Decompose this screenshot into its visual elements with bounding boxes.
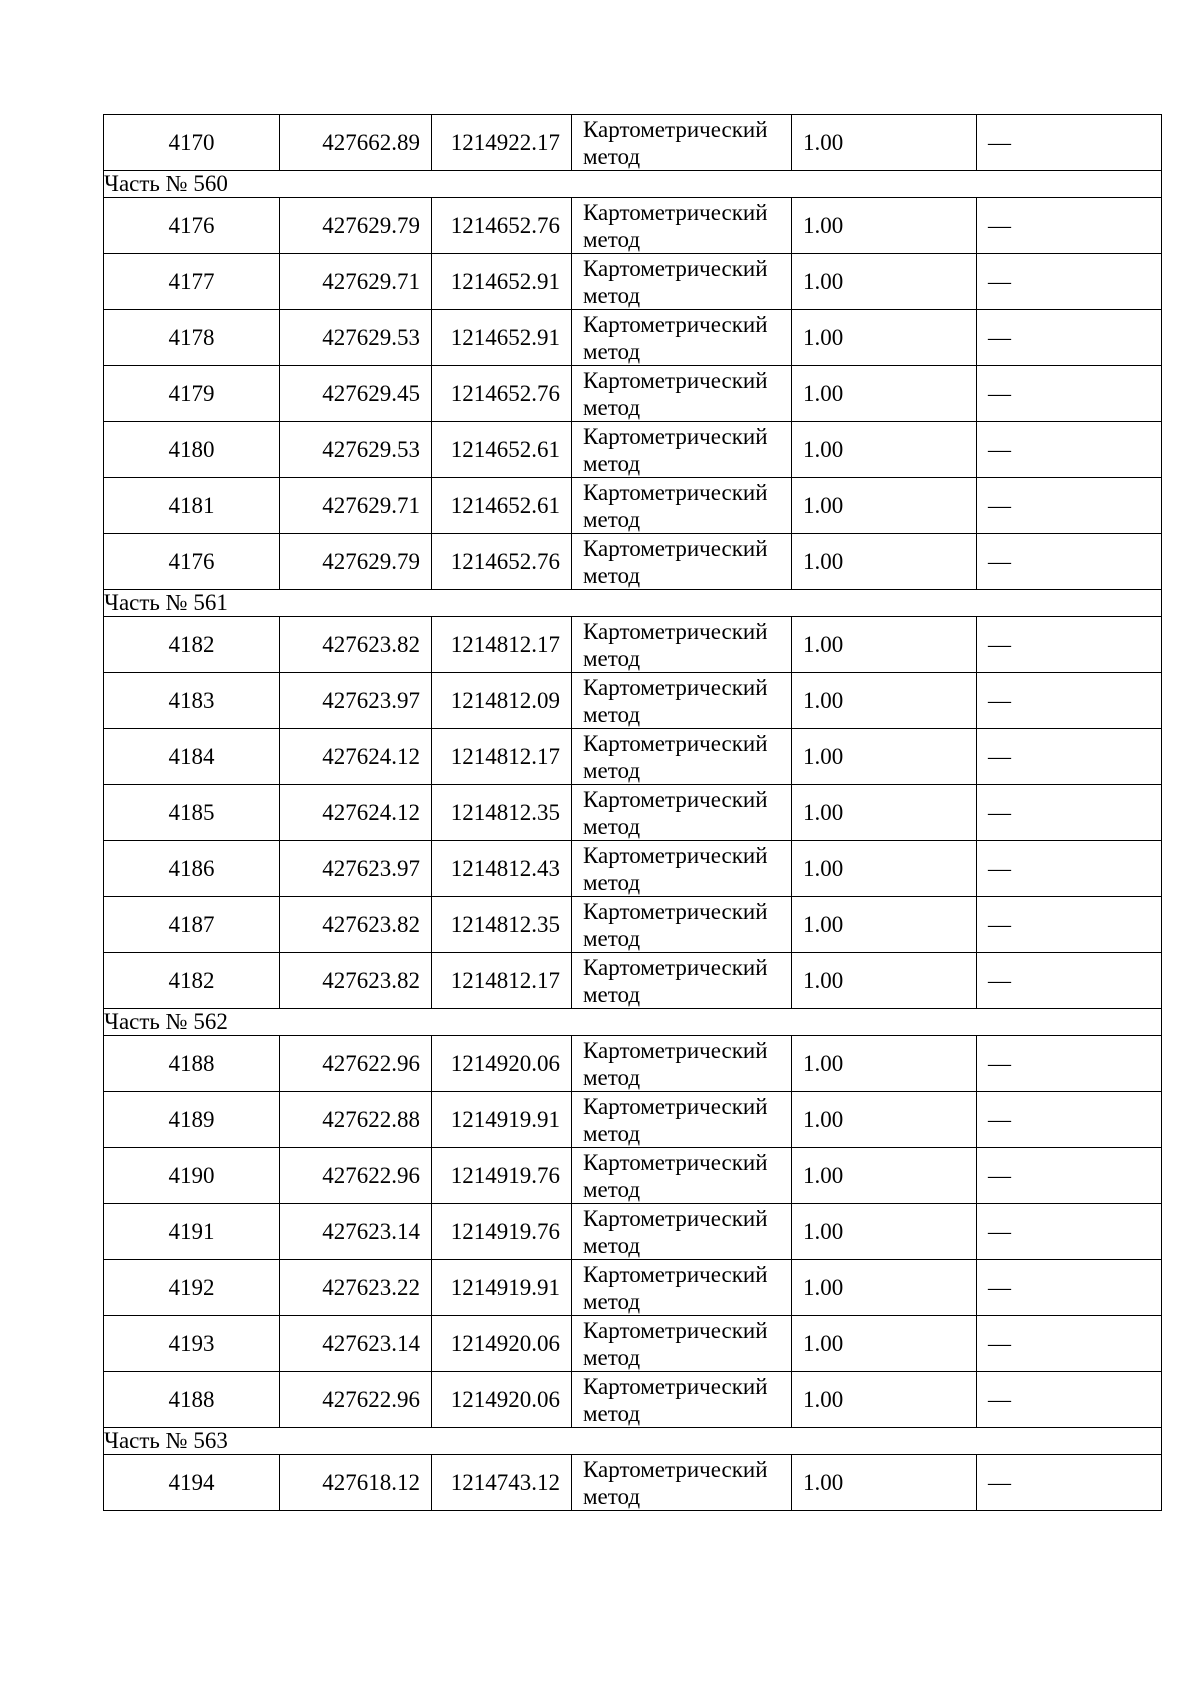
point-number-cell: 4193 <box>104 1316 280 1372</box>
table-row <box>104 673 1162 729</box>
table-row <box>104 366 1162 422</box>
method-cell: Картометрический метод <box>572 198 792 254</box>
x-coordinate-cell: 427623.82 <box>280 953 432 1009</box>
x-coordinate-cell: 427623.82 <box>280 897 432 953</box>
y-coordinate-cell: 1214652.91 <box>432 254 572 310</box>
description-cell: — <box>977 1092 1162 1148</box>
table-row <box>104 1204 1162 1260</box>
point-number-cell: 4184 <box>104 729 280 785</box>
method-cell: Картометрический метод <box>572 1260 792 1316</box>
x-coordinate-cell: 427622.96 <box>280 1036 432 1092</box>
point-number-cell: 4179 <box>104 366 280 422</box>
point-number-cell: 4182 <box>104 953 280 1009</box>
table-row <box>104 953 1162 1009</box>
accuracy-cell: 1.00 <box>792 198 977 254</box>
table-row <box>104 1260 1162 1316</box>
table-row <box>104 897 1162 953</box>
table-row <box>104 1455 1162 1511</box>
table-row <box>104 1036 1162 1092</box>
description-cell: — <box>977 198 1162 254</box>
y-coordinate-cell: 1214812.17 <box>432 729 572 785</box>
x-coordinate-cell: 427629.71 <box>280 254 432 310</box>
table-row <box>104 729 1162 785</box>
y-coordinate-cell: 1214919.76 <box>432 1204 572 1260</box>
y-coordinate-cell: 1214920.06 <box>432 1372 572 1428</box>
part-header-row <box>104 590 1162 617</box>
x-coordinate-cell: 427624.12 <box>280 729 432 785</box>
description-cell: — <box>977 1204 1162 1260</box>
y-coordinate-cell: 1214812.09 <box>432 673 572 729</box>
accuracy-cell: 1.00 <box>792 1204 977 1260</box>
point-number-cell: 4186 <box>104 841 280 897</box>
description-cell: — <box>977 254 1162 310</box>
table-row <box>104 1092 1162 1148</box>
coordinates-table <box>103 114 1162 1511</box>
table-row <box>104 254 1162 310</box>
x-coordinate-cell: 427622.96 <box>280 1372 432 1428</box>
method-cell: Картометрический метод <box>572 617 792 673</box>
table-row <box>104 422 1162 478</box>
part-header-row <box>104 1009 1162 1036</box>
part-label: Часть № 562 <box>104 1009 1162 1036</box>
y-coordinate-cell: 1214812.17 <box>432 953 572 1009</box>
description-cell: — <box>977 478 1162 534</box>
method-cell: Картометрический метод <box>572 785 792 841</box>
x-coordinate-cell: 427623.97 <box>280 841 432 897</box>
description-cell: — <box>977 1260 1162 1316</box>
y-coordinate-cell: 1214919.76 <box>432 1148 572 1204</box>
x-coordinate-cell: 427662.89 <box>280 115 432 171</box>
part-header-row <box>104 171 1162 198</box>
accuracy-cell: 1.00 <box>792 534 977 590</box>
x-coordinate-cell: 427629.45 <box>280 366 432 422</box>
x-coordinate-cell: 427622.96 <box>280 1148 432 1204</box>
description-cell: — <box>977 534 1162 590</box>
y-coordinate-cell: 1214919.91 <box>432 1092 572 1148</box>
table-row <box>104 841 1162 897</box>
y-coordinate-cell: 1214812.35 <box>432 897 572 953</box>
point-number-cell: 4188 <box>104 1036 280 1092</box>
description-cell: — <box>977 953 1162 1009</box>
point-number-cell: 4181 <box>104 478 280 534</box>
method-cell: Картометрический метод <box>572 1148 792 1204</box>
accuracy-cell: 1.00 <box>792 1316 977 1372</box>
x-coordinate-cell: 427623.22 <box>280 1260 432 1316</box>
method-cell: Картометрический метод <box>572 841 792 897</box>
description-cell: — <box>977 1455 1162 1511</box>
accuracy-cell: 1.00 <box>792 673 977 729</box>
x-coordinate-cell: 427629.71 <box>280 478 432 534</box>
method-cell: Картометрический метод <box>572 478 792 534</box>
accuracy-cell: 1.00 <box>792 478 977 534</box>
accuracy-cell: 1.00 <box>792 1372 977 1428</box>
point-number-cell: 4189 <box>104 1092 280 1148</box>
method-cell: Картометрический метод <box>572 115 792 171</box>
x-coordinate-cell: 427629.53 <box>280 310 432 366</box>
method-cell: Картометрический метод <box>572 673 792 729</box>
description-cell: — <box>977 1372 1162 1428</box>
description-cell: — <box>977 897 1162 953</box>
table-row <box>104 310 1162 366</box>
point-number-cell: 4185 <box>104 785 280 841</box>
table-row <box>104 785 1162 841</box>
y-coordinate-cell: 1214919.91 <box>432 1260 572 1316</box>
accuracy-cell: 1.00 <box>792 115 977 171</box>
y-coordinate-cell: 1214812.43 <box>432 841 572 897</box>
x-coordinate-cell: 427624.12 <box>280 785 432 841</box>
accuracy-cell: 1.00 <box>792 1036 977 1092</box>
accuracy-cell: 1.00 <box>792 897 977 953</box>
y-coordinate-cell: 1214652.61 <box>432 478 572 534</box>
description-cell: — <box>977 1316 1162 1372</box>
method-cell: Картометрический метод <box>572 953 792 1009</box>
y-coordinate-cell: 1214743.12 <box>432 1455 572 1511</box>
method-cell: Картометрический метод <box>572 1372 792 1428</box>
table-row <box>104 534 1162 590</box>
description-cell: — <box>977 310 1162 366</box>
table-row <box>104 1372 1162 1428</box>
coordinates-table-body <box>104 115 1162 1511</box>
point-number-cell: 4194 <box>104 1455 280 1511</box>
point-number-cell: 4176 <box>104 198 280 254</box>
x-coordinate-cell: 427629.79 <box>280 198 432 254</box>
point-number-cell: 4177 <box>104 254 280 310</box>
description-cell: — <box>977 1148 1162 1204</box>
table-row <box>104 617 1162 673</box>
description-cell: — <box>977 673 1162 729</box>
method-cell: Картометрический метод <box>572 422 792 478</box>
method-cell: Картометрический метод <box>572 254 792 310</box>
x-coordinate-cell: 427623.14 <box>280 1316 432 1372</box>
part-header-row <box>104 1428 1162 1455</box>
accuracy-cell: 1.00 <box>792 729 977 785</box>
point-number-cell: 4188 <box>104 1372 280 1428</box>
accuracy-cell: 1.00 <box>792 254 977 310</box>
point-number-cell: 4190 <box>104 1148 280 1204</box>
part-label: Часть № 561 <box>104 590 1162 617</box>
method-cell: Картометрический метод <box>572 1204 792 1260</box>
y-coordinate-cell: 1214652.76 <box>432 366 572 422</box>
method-cell: Картометрический метод <box>572 366 792 422</box>
accuracy-cell: 1.00 <box>792 1455 977 1511</box>
method-cell: Картометрический метод <box>572 1455 792 1511</box>
method-cell: Картометрический метод <box>572 1092 792 1148</box>
x-coordinate-cell: 427629.79 <box>280 534 432 590</box>
point-number-cell: 4180 <box>104 422 280 478</box>
description-cell: — <box>977 115 1162 171</box>
description-cell: — <box>977 422 1162 478</box>
table-row <box>104 198 1162 254</box>
table-row <box>104 115 1162 171</box>
accuracy-cell: 1.00 <box>792 785 977 841</box>
point-number-cell: 4178 <box>104 310 280 366</box>
method-cell: Картометрический метод <box>572 1036 792 1092</box>
point-number-cell: 4187 <box>104 897 280 953</box>
point-number-cell: 4192 <box>104 1260 280 1316</box>
accuracy-cell: 1.00 <box>792 422 977 478</box>
table-row <box>104 1316 1162 1372</box>
part-label: Часть № 563 <box>104 1428 1162 1455</box>
y-coordinate-cell: 1214652.76 <box>432 198 572 254</box>
y-coordinate-cell: 1214652.91 <box>432 310 572 366</box>
x-coordinate-cell: 427623.97 <box>280 673 432 729</box>
description-cell: — <box>977 617 1162 673</box>
x-coordinate-cell: 427623.14 <box>280 1204 432 1260</box>
method-cell: Картометрический метод <box>572 897 792 953</box>
description-cell: — <box>977 729 1162 785</box>
accuracy-cell: 1.00 <box>792 841 977 897</box>
accuracy-cell: 1.00 <box>792 366 977 422</box>
x-coordinate-cell: 427623.82 <box>280 617 432 673</box>
accuracy-cell: 1.00 <box>792 1148 977 1204</box>
y-coordinate-cell: 1214652.61 <box>432 422 572 478</box>
y-coordinate-cell: 1214812.17 <box>432 617 572 673</box>
accuracy-cell: 1.00 <box>792 310 977 366</box>
point-number-cell: 4170 <box>104 115 280 171</box>
description-cell: — <box>977 785 1162 841</box>
table-row <box>104 478 1162 534</box>
description-cell: — <box>977 841 1162 897</box>
description-cell: — <box>977 366 1162 422</box>
point-number-cell: 4176 <box>104 534 280 590</box>
description-cell: — <box>977 1036 1162 1092</box>
method-cell: Картометрический метод <box>572 729 792 785</box>
method-cell: Картометрический метод <box>572 310 792 366</box>
table-row <box>104 1148 1162 1204</box>
x-coordinate-cell: 427618.12 <box>280 1455 432 1511</box>
y-coordinate-cell: 1214920.06 <box>432 1036 572 1092</box>
y-coordinate-cell: 1214920.06 <box>432 1316 572 1372</box>
accuracy-cell: 1.00 <box>792 617 977 673</box>
point-number-cell: 4182 <box>104 617 280 673</box>
method-cell: Картометрический метод <box>572 1316 792 1372</box>
x-coordinate-cell: 427629.53 <box>280 422 432 478</box>
accuracy-cell: 1.00 <box>792 1092 977 1148</box>
method-cell: Картометрический метод <box>572 534 792 590</box>
x-coordinate-cell: 427622.88 <box>280 1092 432 1148</box>
point-number-cell: 4183 <box>104 673 280 729</box>
part-label: Часть № 560 <box>104 171 1162 198</box>
accuracy-cell: 1.00 <box>792 1260 977 1316</box>
y-coordinate-cell: 1214922.17 <box>432 115 572 171</box>
y-coordinate-cell: 1214652.76 <box>432 534 572 590</box>
y-coordinate-cell: 1214812.35 <box>432 785 572 841</box>
accuracy-cell: 1.00 <box>792 953 977 1009</box>
point-number-cell: 4191 <box>104 1204 280 1260</box>
